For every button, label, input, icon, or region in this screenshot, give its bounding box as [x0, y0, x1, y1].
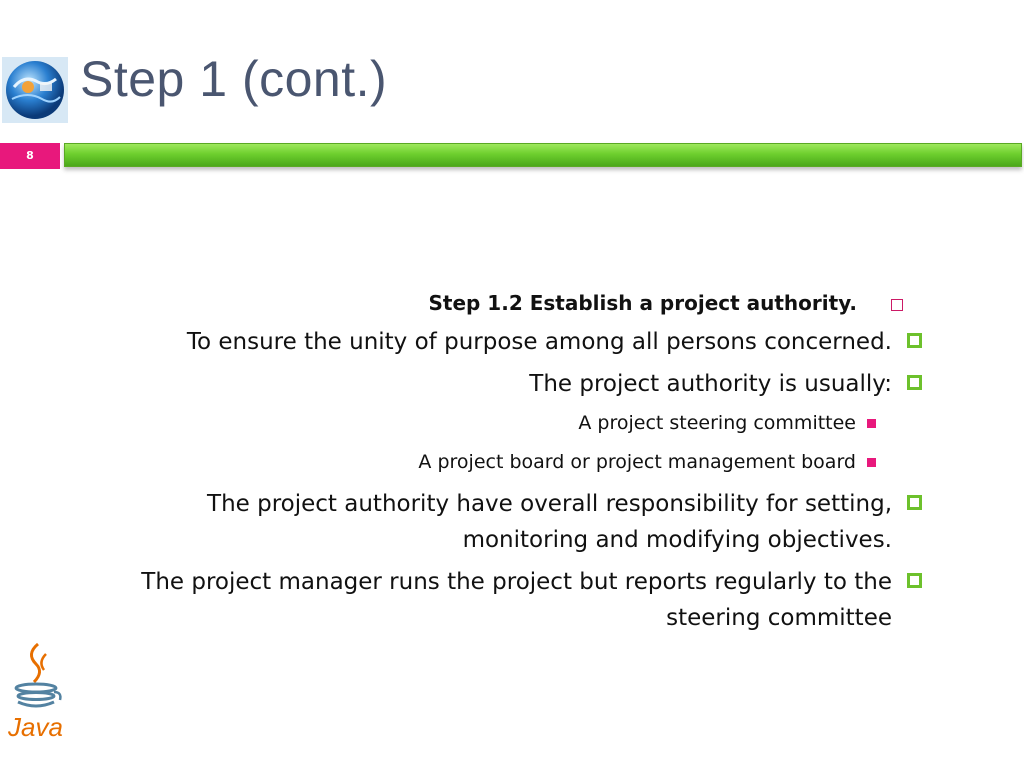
bullet-text: A project board or project management board	[418, 451, 856, 473]
bullet-text: To ensure the unity of purpose among all persons concerned.	[186, 329, 892, 355]
pink-square-bullet-icon	[867, 419, 876, 428]
slide-title: Step 1 (cont.)	[80, 51, 388, 107]
bullet-item	[132, 366, 892, 402]
bullet-item	[132, 486, 892, 558]
sub-bullet-item	[132, 408, 856, 438]
bullet-text: The project authority is usually:	[529, 371, 892, 397]
sub-bullet-item	[132, 447, 856, 477]
bullet-text: The project manager runs the project but reports regularly to the steering committee	[141, 569, 892, 631]
java-logo-label: Java	[8, 712, 63, 742]
bullet-text: A project steering committee	[578, 412, 856, 434]
pink-square-bullet-icon	[867, 458, 876, 467]
bullet-item	[132, 324, 892, 360]
bullet-item	[132, 564, 892, 636]
open-square-bullet-icon	[891, 299, 903, 311]
green-square-bullet-icon	[907, 375, 922, 390]
green-square-bullet-icon	[907, 573, 922, 588]
bullet-text: The project authority have overall responsibility for setting, monitoring and modifying objectives.	[207, 491, 892, 553]
bullet-list	[132, 286, 892, 642]
green-square-bullet-icon	[907, 333, 922, 348]
bullet-item	[132, 286, 857, 320]
bullet-text: Step 1.2 Establish a project authority.	[428, 291, 857, 315]
title-divider-bar	[64, 143, 1022, 167]
globe-logo-icon	[2, 57, 68, 123]
green-square-bullet-icon	[907, 495, 922, 510]
page-number-badge: 8	[0, 143, 60, 169]
